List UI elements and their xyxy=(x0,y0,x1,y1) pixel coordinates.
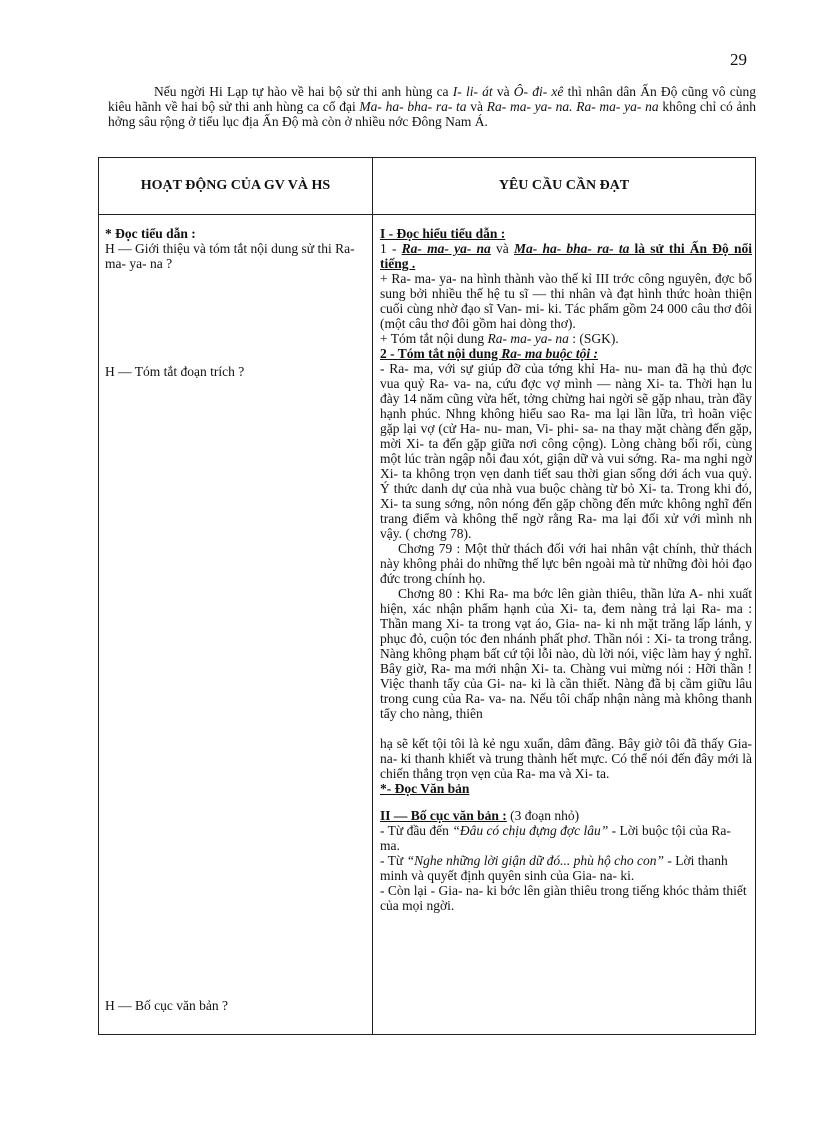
chapter-79-text: Chơng 79 : Một thử thách đối với hai nhân vật chính, thử thách này không phải do những thế lực bên ngoài mà từ những đòi hỏi đạo đức trong chính họ. xyxy=(380,541,752,586)
header-requirements: YÊU CẦU CẦN ĐẠT xyxy=(498,178,630,193)
question-summary: H — Tóm tắt đoạn trích ? xyxy=(105,364,245,379)
section-intro-heading: I - Đọc hiểu tiểu dẫn : xyxy=(380,226,506,241)
answer-column xyxy=(380,226,752,913)
question-intro: * Đọc tiểu dẫn : H — Giới thiệu và tóm tắt nội dung sử thi Ra- ma- ya- na ? xyxy=(105,226,355,271)
lesson-table xyxy=(98,157,756,1035)
epic-heading: 1 - Ra- ma- ya- na và Ma- ha- bha- ra- ta là sử thi Ấn Độ nổi tiếng . xyxy=(380,241,752,271)
structure-item-1: - Từ đầu đến “Đâu có chịu đựng đợc lâu” - Lời buộc tội của Ra- ma. xyxy=(380,823,731,853)
section-reading-heading: *- Đọc Văn bản xyxy=(380,781,470,796)
page-number: 29 xyxy=(730,50,747,69)
epic-origin-text: + Ra- ma- ya- na hình thành vào thế kỉ III trớc công nguyên, đợc bổ sung bởi nhiều thế hệ tu sĩ — thi nhân và đạt hình thức hoàn thiện cuối cùng nhờ đạo sĩ Van- mi- ki. Tác phẩm gồm 24 000 câu thơ đôi (một câu thơ đôi gồm hai dòng thơ). xyxy=(380,271,752,331)
header-divider xyxy=(99,214,755,215)
chapter-80-continued: hạ sẽ kết tội tôi là kẻ ngu xuẩn, dâm đãng. Bây giờ tôi đã thấy Gia- na- ki thanh khiết và trung thành hết mực. Có thể nói đến đây mới là chiến thắng trọn vẹn của Ra- ma và Xi- ta. xyxy=(380,736,752,781)
column-divider xyxy=(372,158,373,1034)
question-structure: H — Bố cục văn bản ? xyxy=(105,998,228,1013)
chapter-80-text: Chơng 80 : Khi Ra- ma bớc lên giàn thiêu, thần lửa A- nhi xuất hiện, xác nhận phẩm hạnh của Xi- ta, đem nàng trả lại Ra- ma : Thần mang Xi- ta trong vạt áo, Gia- na- ki nh mặt trăng lấp lánh, y phục đỏ, cuộn tóc đen nhánh phất phơ. Thần nói : Xi- ta trong trắng. Nàng không phạm bất cứ tội lỗi nào, dù lời nói, việc làm hay ý nghĩ. Bây giờ, Ra- ma mới nhận Xi- ta. Chàng vui mừng nói : Hỡi thần ! Việc thanh tẩy của Gi- na- ki là cần thiết. Nàng đã bị cầm giữu lâu trong cung của Ra- va- na. Nếu tôi chấp nhận nàng mà không thanh tẩy cho nàng, thiên xyxy=(380,586,752,721)
structure-item-3: - Còn lại - Gia- na- ki bớc lên giàn thiêu trong tiếng khóc thảm thiết của mọi ngời. xyxy=(380,883,747,913)
summary-heading: 2 - Tóm tắt nội dung Ra- ma buộc tội : xyxy=(380,346,599,361)
summary-text: - Ra- ma, với sự giúp đỡ của tớng khỉ Ha- nu- man đã hạ thủ đợc vua quỷ Ra- va- na, cứu đợc vợ mình — nàng Xi- ta. Thời hạn lu đày 14 năm cũng vừa hết, tởng chừng hai ngời sẽ gặp nhau, tràn đầy hạnh phúc. Nhng không hiểu sao Ra- ma lại lần lữa, trì hoãn việc gặp lại vợ (cử Ha- nu- man, Vi- phi- sa- na thay mặt chàng đến gặp, mời Xi- ta đến gặp giữa nơi công cộng). Lòng chàng bối rối, cùng một lúc tràn ngập nỗi đau xót, giận dữ và vui sớng. Ra- ma nghi ngờ Xi- ta không trọn vẹn danh tiết sau thời gian sống dới ách vua quỷ. Ý thức danh dự của nhà vua buộc chàng từ bỏ Xi- ta. Trong khi đó, Xi- ta sung sớng, nôn nóng đến gặp chồng đến mức không nghĩ đến trang điểm và không thể ngờ rằng Ra- ma lại đối xử với mình nh vậy. ( chơng 78). xyxy=(380,361,752,541)
epic-summary-text: + Tóm tắt nội dung Ra- ma- ya- na : (SGK). xyxy=(380,331,619,346)
section-structure-heading: II — Bố cục văn bản : (3 đoạn nhỏ) xyxy=(380,808,580,823)
structure-item-2: - Từ “Nghe những lời giận dữ đó... phù hộ cho con” - Lời thanh minh và quyết định quyên sinh của Gia- na- ki. xyxy=(380,853,728,883)
header-activities: HOẠT ĐỘNG CỦA GV VÀ HS xyxy=(140,178,331,193)
intro-paragraph: Nếu ngời Hi Lạp tự hào về hai bộ sử thi anh hùng ca I- li- át và Ô- đi- xê thì nhân dân Ấn Độ cũng vô cùng kiêu hãnh về hai bộ sử thi anh hùng ca cổ đại Ma- ha- bha- ra- ta và Ra- ma- ya- na. Ra- ma- ya- na không chỉ có ảnh hởng sâu rộng ở tiểu lục địa Ấn Độ mà còn ở nhiều nớc Đông Nam Á. xyxy=(108,84,756,129)
